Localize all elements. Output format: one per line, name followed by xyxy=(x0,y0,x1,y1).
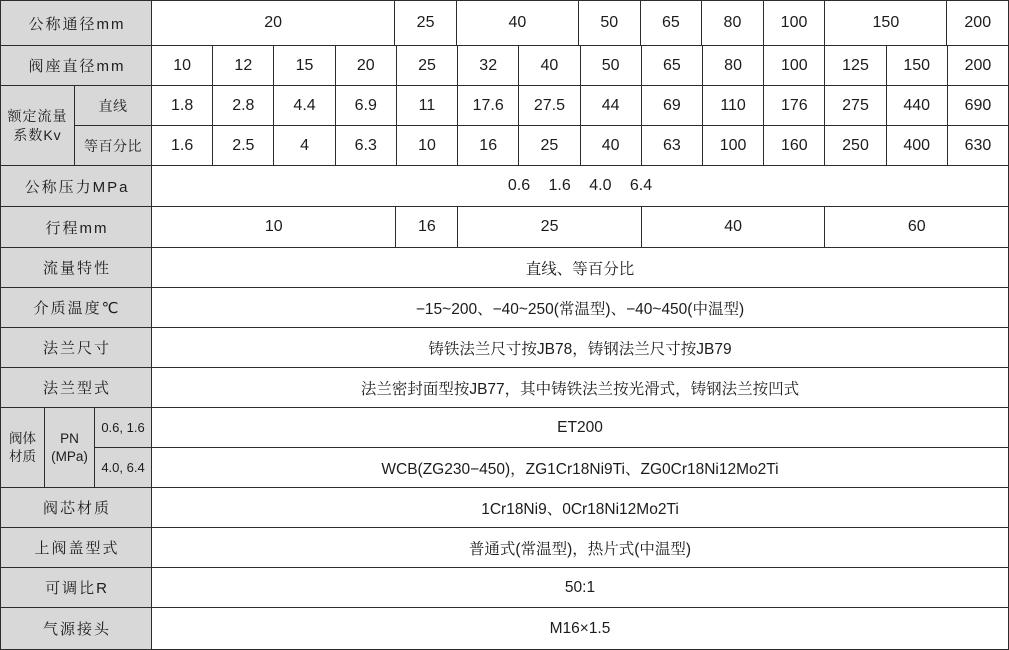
table-cell: 15 xyxy=(274,46,335,85)
table-cell: 50 xyxy=(579,1,641,45)
table-cell: 1.8 xyxy=(152,86,213,125)
row-label-nominal-pressure: 公称压力MPa xyxy=(1,166,152,206)
table-cell: 125 xyxy=(825,46,886,85)
table-cell: 440 xyxy=(887,86,948,125)
row-value-flow-characteristic: 直线、等百分比 xyxy=(525,260,635,278)
table-cell: 250 xyxy=(825,126,886,165)
row-label-flange-size: 法兰尺寸 xyxy=(1,328,152,367)
table-cell: 100 xyxy=(703,126,764,165)
table-row-bonnet-type xyxy=(1,528,1008,568)
table-cell: 150 xyxy=(825,1,947,45)
table-cell: 150 xyxy=(887,46,948,85)
table-row-body-material-high-pressure xyxy=(95,448,1008,487)
table-cell: 20 xyxy=(336,46,397,85)
table-row-flange-type xyxy=(1,368,1008,408)
table-row-medium-temperature xyxy=(1,288,1008,328)
table-cell: 100 xyxy=(764,1,826,45)
table-cell: 40 xyxy=(519,46,580,85)
table-cell: 176 xyxy=(764,86,825,125)
table-cell: 25 xyxy=(397,46,458,85)
table-cell: 10 xyxy=(152,207,396,247)
table-rowgroup-body-material xyxy=(1,408,1008,488)
table-row-travel xyxy=(1,207,1008,248)
table-cell: 65 xyxy=(642,46,703,85)
row-label-bonnet-type: 上阀盖型式 xyxy=(1,528,152,567)
row-label-low-pressure: 0.6, 1.6 xyxy=(95,408,152,447)
row-value-nominal-pressure: 0.6 1.6 4.0 6.4 xyxy=(507,177,653,194)
table-rowgroup-kv xyxy=(1,86,1008,166)
table-row-flow-characteristic xyxy=(1,248,1008,288)
table-row-rangeability xyxy=(1,568,1008,608)
table-cell: 40 xyxy=(581,126,642,165)
table-row-nominal-diameter xyxy=(1,1,1008,46)
table-cell: 10 xyxy=(152,46,213,85)
table-cell: 69 xyxy=(642,86,703,125)
table-cell: 25 xyxy=(395,1,457,45)
table-cell: 2.5 xyxy=(213,126,274,165)
row-label-flow-characteristic: 流量特性 xyxy=(1,248,152,287)
row-label-pn-mpa xyxy=(45,408,95,487)
table-cell: 40 xyxy=(457,1,579,45)
table-cell: 4.4 xyxy=(274,86,335,125)
table-cell: 44 xyxy=(581,86,642,125)
kv-subrows xyxy=(75,86,1008,165)
row-value-body-material-high: WCB(ZG230−450)，ZG1Cr18Ni9Ti、ZG0Cr18Ni12Mo2Ti xyxy=(381,460,779,478)
body-material-label-line2: 材质 xyxy=(9,448,36,464)
row-value-air-connection: M16×1.5 xyxy=(549,619,611,637)
row-value-core-material: 1Cr18Ni9、0Cr18Ni12Mo2Ti xyxy=(481,500,679,518)
table-cell: 32 xyxy=(458,46,519,85)
row-label-flange-type: 法兰型式 xyxy=(1,368,152,407)
row-label-linear: 直线 xyxy=(75,86,152,125)
table-row-core-material xyxy=(1,488,1008,528)
table-cell: 65 xyxy=(641,1,703,45)
row-label-equal-percentage: 等百分比 xyxy=(75,126,152,165)
table-row-kv-equal-percentage xyxy=(75,126,1008,165)
table-cell: 80 xyxy=(703,46,764,85)
table-cell: 25 xyxy=(519,126,580,165)
row-cells-nominal-diameter xyxy=(152,1,1008,45)
table-row-air-connection xyxy=(1,608,1008,649)
pn-label-line1: PN xyxy=(60,430,79,446)
table-cell: 6.9 xyxy=(336,86,397,125)
table-cell: 27.5 xyxy=(519,86,580,125)
row-label-nominal-diameter: 公称通径mm xyxy=(1,1,152,45)
table-cell: 110 xyxy=(703,86,764,125)
table-cell: 200 xyxy=(964,14,992,31)
kv-label-line1: 额定流量 xyxy=(7,108,68,125)
table-cell: 20 xyxy=(152,1,395,45)
body-material-subrows xyxy=(95,408,1008,487)
body-material-label-line1: 阀体 xyxy=(9,430,36,446)
table-cell: 80 xyxy=(702,1,764,45)
row-label-rangeability: 可调比R xyxy=(1,568,152,607)
row-value-flange-size: 铸铁法兰尺寸按JB78，铸钢法兰尺寸按JB79 xyxy=(428,340,732,358)
row-label-medium-temperature: 介质温度℃ xyxy=(1,288,152,327)
row-value-rangeability: 50:1 xyxy=(564,578,596,596)
row-label-kv-coefficient xyxy=(1,86,75,165)
table-cell: 690 xyxy=(964,96,992,114)
table-cell: 4 xyxy=(274,126,335,165)
row-cells-travel xyxy=(152,207,1008,247)
table-cell: 400 xyxy=(887,126,948,165)
table-row-body-material-low-pressure xyxy=(95,408,1008,448)
kv-label-line2: 系数Kv xyxy=(13,126,62,143)
table-cell: 2.8 xyxy=(213,86,274,125)
table-cell: 6.3 xyxy=(336,126,397,165)
pn-label-line2: (MPa) xyxy=(51,448,88,464)
table-cell: 16 xyxy=(458,126,519,165)
table-cell: 1.6 xyxy=(152,126,213,165)
row-value-flange-type: 法兰密封面型按JB77，其中铸铁法兰按光滑式，铸钢法兰按凹式 xyxy=(360,380,800,398)
table-row-seat-diameter xyxy=(1,46,1008,86)
row-value-medium-temperature: −15~200、−40~250(常温型)、−40~450(中温型) xyxy=(415,300,745,318)
table-cell: 25 xyxy=(458,207,642,247)
row-label-air-connection: 气源接头 xyxy=(1,608,152,649)
table-cell: 630 xyxy=(964,136,992,154)
table-cell: 160 xyxy=(764,126,825,165)
table-row-nominal-pressure xyxy=(1,166,1008,207)
table-cell: 10 xyxy=(397,126,458,165)
table-cell: 200 xyxy=(964,56,992,74)
table-cell: 50 xyxy=(581,46,642,85)
row-cells-seat-diameter xyxy=(152,46,1008,85)
row-label-core-material: 阀芯材质 xyxy=(1,488,152,527)
row-cells-kv-equal-percentage xyxy=(152,126,1008,165)
table-cell: 63 xyxy=(642,126,703,165)
row-cells-kv-linear xyxy=(152,86,1008,125)
table-cell: 11 xyxy=(397,86,458,125)
table-cell: 40 xyxy=(642,207,826,247)
table-cell: 16 xyxy=(396,207,458,247)
row-label-high-pressure: 4.0, 6.4 xyxy=(95,448,152,487)
table-cell: 17.6 xyxy=(458,86,519,125)
table-cell: 12 xyxy=(213,46,274,85)
table-cell: 60 xyxy=(907,218,926,235)
row-label-travel: 行程mm xyxy=(1,207,152,247)
row-value-bonnet-type: 普通式(常温型)，热片式(中温型) xyxy=(468,540,692,558)
row-label-body-material xyxy=(1,408,45,487)
table-cell: 275 xyxy=(825,86,886,125)
table-row-flange-size xyxy=(1,328,1008,368)
table-cell: 100 xyxy=(764,46,825,85)
row-label-seat-diameter: 阀座直径mm xyxy=(1,46,152,85)
table-row-kv-linear xyxy=(75,86,1008,126)
row-value-body-material-low: ET200 xyxy=(557,418,603,436)
